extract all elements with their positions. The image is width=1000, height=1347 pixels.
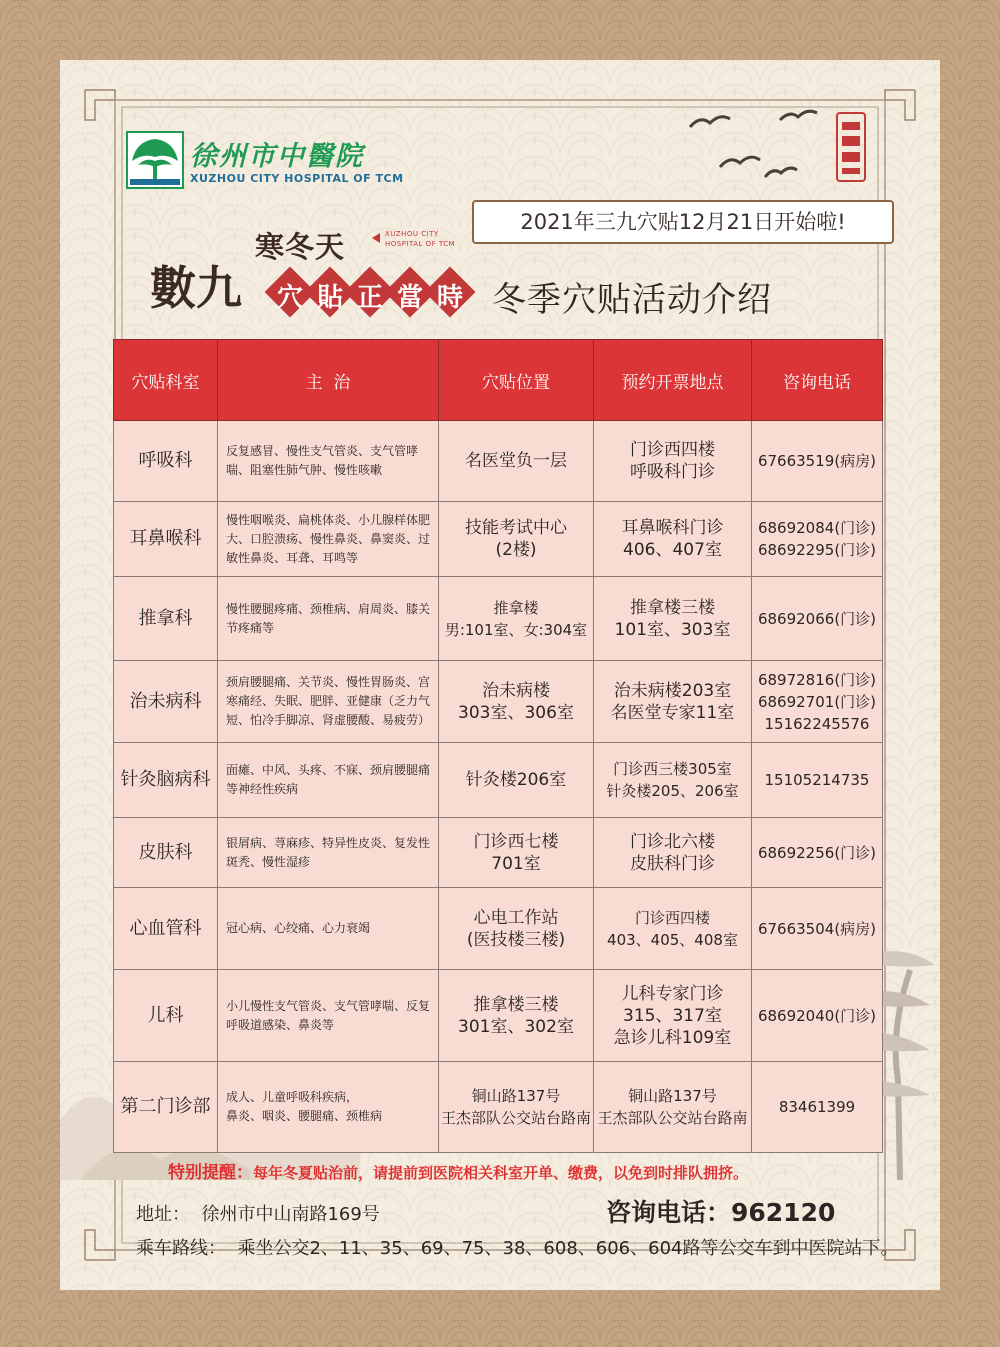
bus-route: 乘车路线： 乘坐公交2、11、35、69、75、38、608、606、604路等公交车到中医院站下。 bbox=[136, 1238, 899, 1259]
cell-indications bbox=[218, 1062, 439, 1153]
cell-location bbox=[439, 502, 594, 577]
location-text: 推拿楼 男:101室、女:304室 bbox=[444, 598, 588, 639]
cell-booking bbox=[594, 577, 752, 661]
cell-department: 推拿科 bbox=[114, 577, 218, 661]
title-small: 寒冬天 bbox=[255, 230, 346, 264]
cell-indications: 小儿慢性支气管炎、支气管哮喘、反复呼吸道感染、鼻炎等 bbox=[218, 970, 439, 1062]
cell-location bbox=[439, 818, 594, 888]
booking-text: 门诊北六楼 皮肤科门诊 bbox=[630, 831, 715, 874]
table-row bbox=[114, 818, 883, 888]
flying-birds-icon bbox=[685, 105, 825, 190]
booking-text: 门诊西四楼 呼吸科门诊 bbox=[630, 440, 715, 482]
booking-text: 铜山路137号 王杰部队公交站台路南 bbox=[597, 1087, 748, 1127]
table-header-row bbox=[114, 340, 883, 421]
start-date-banner: 2021年三九穴贴12月21日开始啦! bbox=[472, 200, 894, 244]
phone-text: 68692066(门诊) bbox=[757, 609, 877, 628]
page-title: 冬季穴贴活动介绍 bbox=[492, 280, 772, 320]
cell-department: 第二门诊部 bbox=[114, 1062, 218, 1153]
booking-text: 儿科专家门诊 315、317室 急诊儿科109室 bbox=[613, 983, 732, 1048]
cell-indications: 面瘫、中风、头疼、不寐、颈肩腰腿痛等神经性疾病 bbox=[218, 743, 439, 818]
cell-location bbox=[439, 661, 594, 743]
cell-indications: 反复感冒、慢性支气管炎、支气管哮喘、阻塞性肺气肿、慢性咳嗽 bbox=[218, 421, 439, 502]
cell-location bbox=[439, 1062, 594, 1153]
hospital-logo-icon bbox=[126, 131, 184, 189]
cell-booking bbox=[594, 743, 752, 818]
cell-phone bbox=[752, 577, 883, 661]
table-row bbox=[114, 888, 883, 970]
diamond-char: 貼 bbox=[316, 283, 343, 313]
cell-department: 心血管科 bbox=[114, 888, 218, 970]
cell-phone bbox=[752, 661, 883, 743]
booking-text: 推拿楼三楼 101室、303室 bbox=[614, 597, 731, 640]
red-seal-stamp bbox=[836, 112, 866, 182]
cell-department: 儿科 bbox=[114, 970, 218, 1062]
header-phone: 咨询电话 bbox=[752, 340, 883, 421]
cell-location bbox=[439, 577, 594, 661]
location-text: 门诊西七楼 701室 bbox=[473, 831, 559, 874]
cell-booking bbox=[594, 970, 752, 1062]
cell-location bbox=[439, 970, 594, 1062]
cell-phone bbox=[752, 1062, 883, 1153]
header-department: 穴贴科室 bbox=[114, 340, 218, 421]
location-text: 铜山路137号 王杰部队公交站台路南 bbox=[440, 1087, 591, 1127]
booking-text: 门诊西四楼 403、405、408室 bbox=[607, 908, 738, 949]
cell-phone bbox=[752, 888, 883, 970]
location-text: 心电工作站 (医技楼三楼) bbox=[466, 907, 566, 950]
acupoint-schedule-table bbox=[113, 339, 883, 1153]
cell-location bbox=[439, 743, 594, 818]
cell-phone bbox=[752, 502, 883, 577]
diamond-char: 時 bbox=[436, 283, 463, 313]
cell-phone bbox=[752, 818, 883, 888]
phone-text: 67663519(病房) bbox=[757, 452, 877, 470]
location-text: 技能考试中心 (2楼) bbox=[465, 518, 567, 560]
diamond-char: 穴 bbox=[276, 283, 303, 313]
phone-text: 68692256(门诊) bbox=[757, 843, 877, 862]
booking-text: 门诊西三楼305室 针灸楼205、206室 bbox=[606, 760, 739, 800]
logo-english-name: XUZHOU CITY HOSPITAL OF TCM bbox=[190, 172, 404, 185]
notice-text: 每年冬夏贴治前，请提前到医院相关科室开单、缴费，以免到时排队拥挤。 bbox=[253, 1164, 749, 1182]
title-english-line1: XUZHOU CITY bbox=[385, 230, 439, 238]
title-english-line2: HOSPITAL OF TCM bbox=[385, 240, 456, 248]
cell-location bbox=[439, 421, 594, 502]
cell-phone bbox=[752, 421, 883, 502]
cell-department: 皮肤科 bbox=[114, 818, 218, 888]
cell-booking bbox=[594, 818, 752, 888]
cell-booking bbox=[594, 661, 752, 743]
location-text: 推拿楼三楼 301室、302室 bbox=[458, 994, 574, 1037]
cell-booking bbox=[594, 888, 752, 970]
location-text: 针灸楼206室 bbox=[465, 770, 567, 790]
cell-indications: 颈肩腰腿痛、关节炎、慢性胃肠炎、宫寒痛经、失眠、肥胖、亚健康（乏力气短、怕冷手脚凉、肾虚腰酸、易疲劳） bbox=[218, 661, 439, 743]
table-row bbox=[114, 970, 883, 1062]
diamond-title-row bbox=[268, 268, 478, 318]
logo-chinese-name: 徐州市中醫院 bbox=[190, 141, 364, 172]
phone-text: 68692040(门诊) bbox=[757, 1006, 877, 1025]
header-indications: 主 治 bbox=[218, 340, 439, 421]
header-booking-place: 预约开票地点 bbox=[594, 340, 752, 421]
cell-phone bbox=[752, 970, 883, 1062]
phone-text: 67663504(病房) bbox=[757, 919, 877, 938]
cell-department: 针灸脑病科 bbox=[114, 743, 218, 818]
indications-text: 成人、儿童呼吸科疾病， 鼻炎、咽炎、腰腿痛、颈椎病 bbox=[226, 1090, 383, 1123]
title-big: 數九 bbox=[150, 261, 242, 315]
cell-booking bbox=[594, 502, 752, 577]
cell-booking bbox=[594, 1062, 752, 1153]
arrow-left-icon bbox=[372, 233, 380, 243]
phone-text: 68972816(门诊) 68692701(门诊) 15162245576 bbox=[757, 670, 877, 733]
notice-label: 特别提醒： bbox=[168, 1163, 253, 1183]
table-row bbox=[114, 1062, 883, 1153]
hotline: 咨询电话：962120 bbox=[606, 1198, 836, 1227]
cell-indications: 冠心病、心绞痛、心力衰竭 bbox=[218, 888, 439, 970]
cell-indications: 银屑病、荨麻疹、特异性皮炎、复发性斑秃、慢性湿疹 bbox=[218, 818, 439, 888]
header-location: 穴贴位置 bbox=[439, 340, 594, 421]
cell-department: 治未病科 bbox=[114, 661, 218, 743]
address: 地址： 徐州市中山南路169号 bbox=[136, 1204, 380, 1225]
cell-department: 耳鼻喉科 bbox=[114, 502, 218, 577]
diamond-char: 正 bbox=[356, 283, 383, 313]
phone-text: 68692084(门诊) 68692295(门诊) bbox=[757, 519, 877, 559]
diamond-char: 當 bbox=[396, 283, 423, 313]
cell-booking bbox=[594, 421, 752, 502]
table-row bbox=[114, 421, 883, 502]
cell-location bbox=[439, 888, 594, 970]
phone-text: 83461399 bbox=[778, 1098, 856, 1116]
special-notice bbox=[168, 1158, 748, 1183]
table-row bbox=[114, 577, 883, 661]
table-row bbox=[114, 502, 883, 577]
cell-indications: 慢性腰腿疼痛、颈椎病、肩周炎、膝关节疼痛等 bbox=[218, 577, 439, 661]
cell-department: 呼吸科 bbox=[114, 421, 218, 502]
table-row bbox=[114, 743, 883, 818]
table-row bbox=[114, 661, 883, 743]
booking-text: 治未病楼203室 名医堂专家11室 bbox=[610, 680, 735, 723]
location-text: 名医堂负一层 bbox=[465, 451, 567, 471]
cell-indications: 慢性咽喉炎、扁桃体炎、小儿腺样体肥大、口腔溃疡、慢性鼻炎、鼻窦炎、过敏性鼻炎、耳聋、耳鸣等 bbox=[218, 502, 439, 577]
booking-text: 耳鼻喉科门诊 406、407室 bbox=[621, 518, 724, 560]
location-text: 治未病楼 303室、306室 bbox=[458, 680, 574, 723]
phone-text: 15105214735 bbox=[764, 771, 870, 789]
cell-phone bbox=[752, 743, 883, 818]
